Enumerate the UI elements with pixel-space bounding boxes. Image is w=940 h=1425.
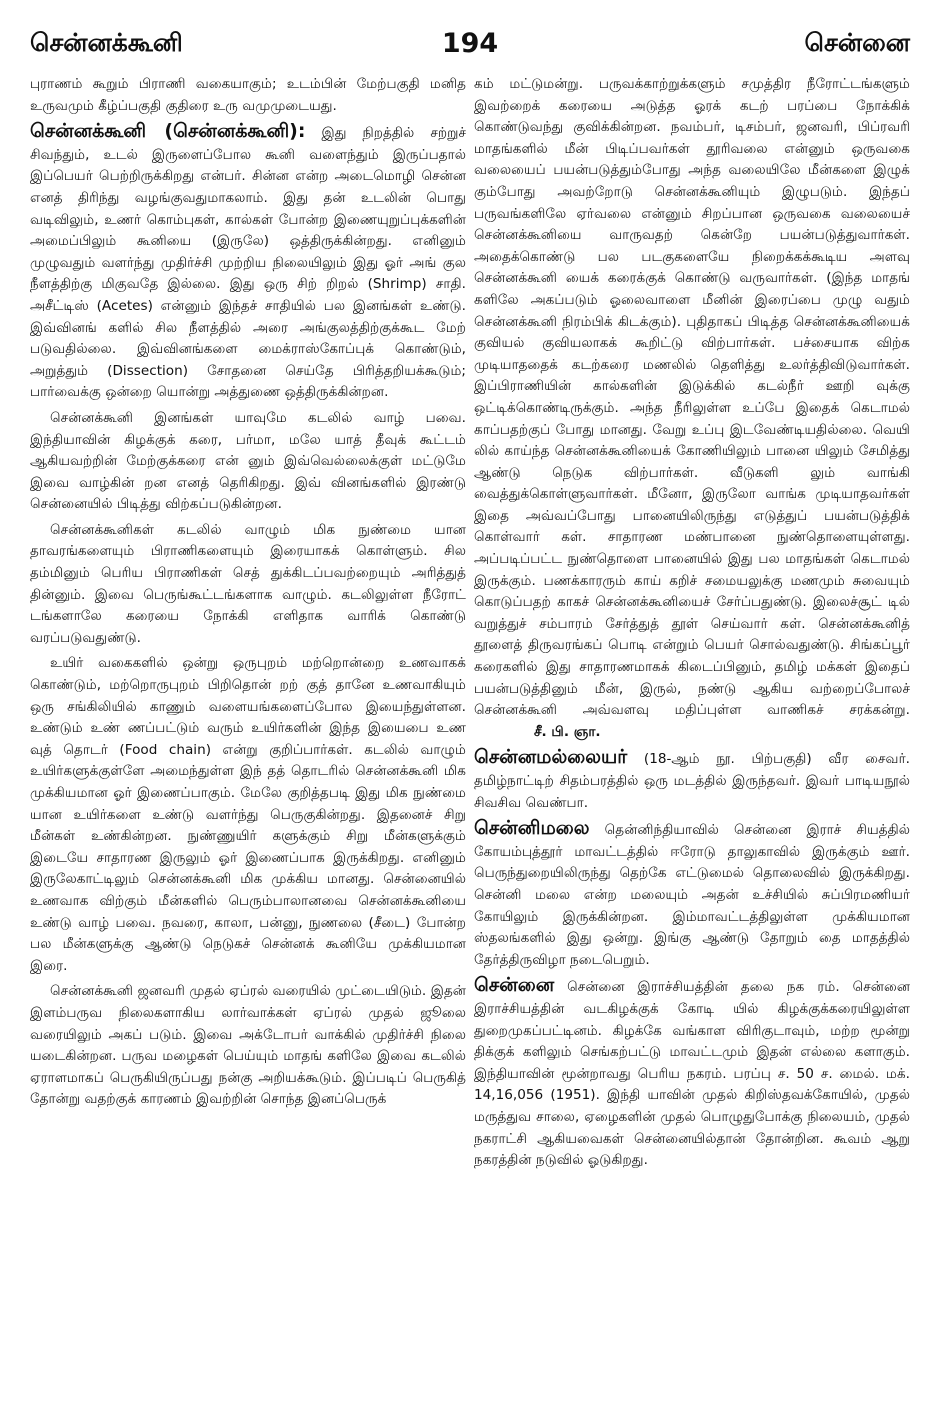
entry-chennai: [474, 975, 910, 1171]
entry-chennimalai: [474, 818, 910, 971]
entry-body: தென்னிந்தியாவில் சென்னை இராச் சியத்தில் கோயம்புத்தூர் மாவட்டத்தில் ஈரோடு தாலுகாவில் இருக்கும் ஊர். பெருந்துறையிலிருந்து தெற்கே எட்டுமைல் தொலைவில் இருக்கிறது. சென்னி மலை என்ற மலையும் அதன் உச்சியில் சுப்பிரமணியர் கோயிலும் இருக்கின்றன. இம்மாவட்டத்திலுள்ள முக்கியமான ஸ்தலங்களில் இது ஒன்று. இங்கு ஆண்டு தோறும் தை மாதத்தில் தேர்த்திருவிழா நடைபெறும்.: [474, 822, 910, 968]
entry-body: சென்னை இராச்சியத்தின் தலை நக ரம். சென்னை இராச்சியத்தின் வடகிழக்குக் கோடி யில் கிழக்குக்கரையிலுள்ள துறைமுகப்பட்டினம். கிழக்கே வங்காள விரிகுடாவும், மற்ற மூன்று திக்குக் களிலும் செங்கற்பட்டு மாவட்டமும் இதன் எல்லை களாகும். இந்தியாவின் மூன்றாவது பெரிய நகரம். பரப்பு ச. 50 ச. மைல். மக். 14,16,056 (1951). இந்தி யாவின் முதல் கிறிஸ்தவக்கோயில், முதல் மருத்துவ சாலை, ஏழைகளின் முதல் பொழுதுபோக்கு நிலையம், முதல் நகராட்சி ஆகியவைகள் சென்னையில்தான் தோன்றின. கூவம் ஆறு நகரத்தின் நடுவில் ஓடுகிறது.: [474, 979, 910, 1169]
entry-body: (18-ஆம் நூ. பிற்பகுதி) வீர சைவர். தமிழ்நாட்டிற் சிதம்பரத்தில் ஒரு மடத்தில் இருந்தவர். இவர் பாடியநூல் சிவசிவ வெண்பா.: [474, 751, 910, 811]
entry-body: இது நிறத்தில் சற்றுச் சிவந்தும், உடல் இருளைப்போல கூனி வளைந்தும் இருப்பதால் இப்பெயர் பெற்றிருக்கிறது என்பர். சின்ன என்ற அடைமொழி சென்ன எனத் திரிந்து வழங்குவதுமாகலாம். இது தன் உடலின் பொது வடிவிலும், உணர் கொம்புகள், கால்கள் போன்ற இணையுறுப்புக்களின் அமைப்பிலும் கூனியை (இருலே) ஒத்திருக்கின்றது. எனினும் முழுவதும் வளர்ந்து முதிர்ச்சி முற்றிய நிலையிலும் இது ஓர் அங் குல நீளத்திற்கு மிகுவதே இல்லை. இது ஒரு சிற் றிறல் (Shrimp) சாதி. அசீட்டிஸ் (Acetes) என்னும் இந்தச் சாதியில் பல இனங்கள் உண்டு. இவ்வினங் களில் சில நீளத்தில் அரை அங்குலத்திற்குக்கூட மேற் படுவதில்லை. இவ்வினங்களை மைக்ராஸ்கோப்புக் கொண்டும், அறுத்தும் (Dissection) சோதனை செய்தே பிரித்தறியக்கூடும்; பார்வைக்கு ஒன்றை யொன்று அத்துணை ஒத்திருக்கின்றன.: [30, 125, 466, 401]
paragraph: சென்னக்கூனிகள் கடலில் வாழும் மிக நுண்மை யான தாவரங்களையும் பிராணிகளையும் இரையாகக் கொள்ளும். சில தம்மினும் பெரிய பிராணிகள் செத் துக்கிடப்பவற்றையும் அரித்துத் தின்னும். இவை பெருங்கூட்டங்களாக வாழும். கடலிலுள்ள நீரோட் டங்களாலே கரையை நோக்கி எளிதாக வாரிக் கொண்டு வரப்படுவதுண்டு.: [30, 521, 466, 646]
page-header: [30, 28, 910, 80]
text-columns: [30, 74, 910, 1401]
author-initials: சீ. பி. ஞா.: [534, 723, 601, 740]
paragraph: சென்னக்கூனி ஜனவரி முதல் ஏப்ரல் வரையில் முட்டையிடும். இதன் இளம்பருவ நிலைகளாகிய லார்வாக்கள் ஏப்ரல் முதல் ஜூலை வரையிலும் அகப் படும். இவை அக்டோபர் வாக்கில் முதிர்ச்சி நிலை யடைகின்றன. பருவ மழைகள் பெய்யும் மாதங் களிலே இவை கடலில் ஏராளமாகப் பெருகியிருப்பது நன்கு அறியக்கூடும். இப்படிப் பெருகித் தோன்று வதற்குக் காரணம் இவற்றின் சொந்த இனப்பெருக்: [30, 983, 466, 1108]
paragraph-text: கம் மட்டுமன்று. பருவக்காற்றுக்களும் சமுத்திர நீரோட்டங்களும் இவற்றைக் கரையை அடுத்த ஓரக் கடற் பரப்பை நோக்கிக் கொண்டுவந்து குவிக்கின்றன. நவம்பர், டிசம்பர், ஜனவரி, பிப்ரவரி மாதங்களில் மீன் பிடிப்பவர்கள் தூரிவலை என்னும் ஒருவகை வலையைப் பயன்படுத்தும்போது அந்த வலையிலே மீன்களை இழுக் கும்போது அவற்றோடு சென்னக்கூனியும் இழுபடும். இந்தப் பருவங்களிலே ஏர்வலை என்னும் சிறப்பான ஒருவகை வலையைச் சென்னக்கூனியை வாருவதற் கென்றே பயன்படுத்துவார்கள். அதைக்கொண்டு பல படகுகளையே நிறைக்கக்கூடிய அளவு சென்னக்கூனி யைக் கரைக்குக் கொண்டு வருவார்கள். (இந்த மாதங் களிலே அகப்படும் ஓலைவாளை மீனின் இரைப்பை முழு வதும் சென்னக்கூனி நிரம்பிக் கிடக்கும்). புதிதாகப் பிடித்த சென்னக்கூனியைக் குவியல் குவியலாகக் கூறிட்டு விற்பார்கள். பச்சையாக விற்க முடியாததைக் கடற்கரை மணலில் தெளித்து உலர்த்திவிடுவார்கள். இப்பிராணியின் கால்களின் இடுக்கில் கடல்நீர் ஊறி வுக்கு ஒட்டிக்கொண்டிருக்கும். அந்த நீரிலுள்ள உப்பே இதைக் கெடாமல் காப்பதற்குப் போது மானது. வேறு உப்பு இடவேண்டியதில்லை. வெயி லில் காய்ந்த சென்னக்கூனியைக் கோணியிலும் பானை யிலும் சேமித்து ஆண்டு நெடுக விற்பார்கள். வீடுகளி லும் வாங்கி வைத்துக்கொள்ளுவார்கள். மீனோ, இருலோ வாங்க முடியாதவர்கள் இதை அவ்வப்போது பானையிலிருந்து எடுத்துப் பயன்படுத்திக் கொள்வார் கள். சாதாரண மண்பானை நுண்தொளையுள்ளது. அப்படிப்பட்ட நுண்தொளை பானையில் இது பல மாதங்கள் கெடாமல் இருக்கும். பணக்காரரும் காய் கறிச் சமையலுக்கு மணமும் சுவையும் கொடுப்பதற் காகச் சென்னக்கூனியைச் சேர்ப்பதுண்டு. இலைச்சூட் டில் வறுத்துச் சம்பாரம் சேர்த்துத் தூள் செய்வார் கள். சென்னக்கூனித் தூளைத் திருவரங்கப் பொடி என்றும் பெயர் சொல்வதுண்டு. சிங்கப்பூர் கரைகளில் இது சாதாரணமாகக் கிடைப்பினும், தமிழ் மக்கள் இதைப் பயன்படுத்தினும் மீன், இருல், நண்டு ஆகிய வற்றைப்போலச் சென்னக்கூனி அவ்வளவு மதிப்புள்ள வாணிகச் சரக்கன்று.: [474, 76, 910, 719]
entry-title: சென்னக்கூனி (சென்னக்கூனி):: [30, 120, 306, 143]
right-column: [474, 74, 910, 1401]
entry-title: சென்னமல்லையர்: [474, 746, 628, 769]
page-number: 194: [441, 28, 499, 59]
left-column: [30, 74, 466, 1401]
continued-text: புராணம் கூறும் பிராணி வகையாகும்; உடம்பின் மேற்பகுதி மனித உருவமும் கீழ்ப்பகுதி குதிரை உரு வமுமுடையது.: [30, 76, 466, 114]
entry-title: சென்னிமலை: [474, 817, 590, 840]
paragraph: [474, 74, 910, 743]
entry-chennamallaiyar: [474, 747, 910, 814]
running-head-left: சென்னக்கூனி: [30, 28, 183, 57]
paragraph: சென்னக்கூனி இனங்கள் யாவுமே கடலில் வாழ் பவை. இந்தியாவின் கிழக்குக் கரை, பர்மா, மலே யாத் தீவுக் கூட்டம் ஆகியவற்றின் மேற்குக்கரை என் னும் இவ்வெல்லைக்குள் மட்டுமே இவை வாழ்கின் றன எனத் தெரிகிறது. இவ் வினங்களில் இரண்டு சென்னையில் பிடித்து விற்கப்படுகின்றன.: [30, 409, 466, 513]
running-head-right: சென்னை: [804, 28, 910, 57]
entry-title: சென்னை: [474, 974, 555, 997]
entry-chennakkuni: [30, 121, 466, 404]
paragraph: உயிர் வகைகளில் ஒன்று ஒருபுறம் மற்றொன்றை உணவாகக் கொண்டும், மற்றொருபுறம் பிறிதொன் றற் குத் தானே உணவாகியும் ஒரு சங்கிலியில் காணும் வளையங்களைப்போல இயைந்துள்ளன. உண்டும் உண் ணப்பட்டும் வரும் உயிர்களின் இந்த இயைபை உண வுத் தொடர் (Food chain) என்று குறிப்பார்கள். கடலில் வாழும் உயிர்களுக்குள்ளே அமைந்துள்ள இந் தத் தொடரில் சென்னக்கூனி மிக முக்கியமான ஓர் இணைப்பாகும். மேலே குறித்தபடி இது மிக நுண்மை யான உயிர்களை உண்டு வளர்ந்து பெருகுகின்றது. இதனைச் சிறு மீன்கள் உண்கின்றன. நுண்ணுயிர் களுக்கும் சிறு மீன்களுக்கும் இடையே சாதாரண இருலும் ஓர் இணைப்பாக இருக்கிறது. எனினும் இருலேகாட்டிலும் சென்னக்கூனி மிக முக்கிய மானது. சென்னையில் உணவாக விற்கும் மீன்களில் பெரும்பாலானவை சென்னக்கூனியை உண்டு வாழ் பவை. நவரை, காலா, பன்னு, நுணலை (சீடை) போன்ற பல மீன்களுக்கு ஆண்டு நெடுகச் சென்னக் கூனியே முக்கியமான இரை.: [30, 655, 466, 974]
